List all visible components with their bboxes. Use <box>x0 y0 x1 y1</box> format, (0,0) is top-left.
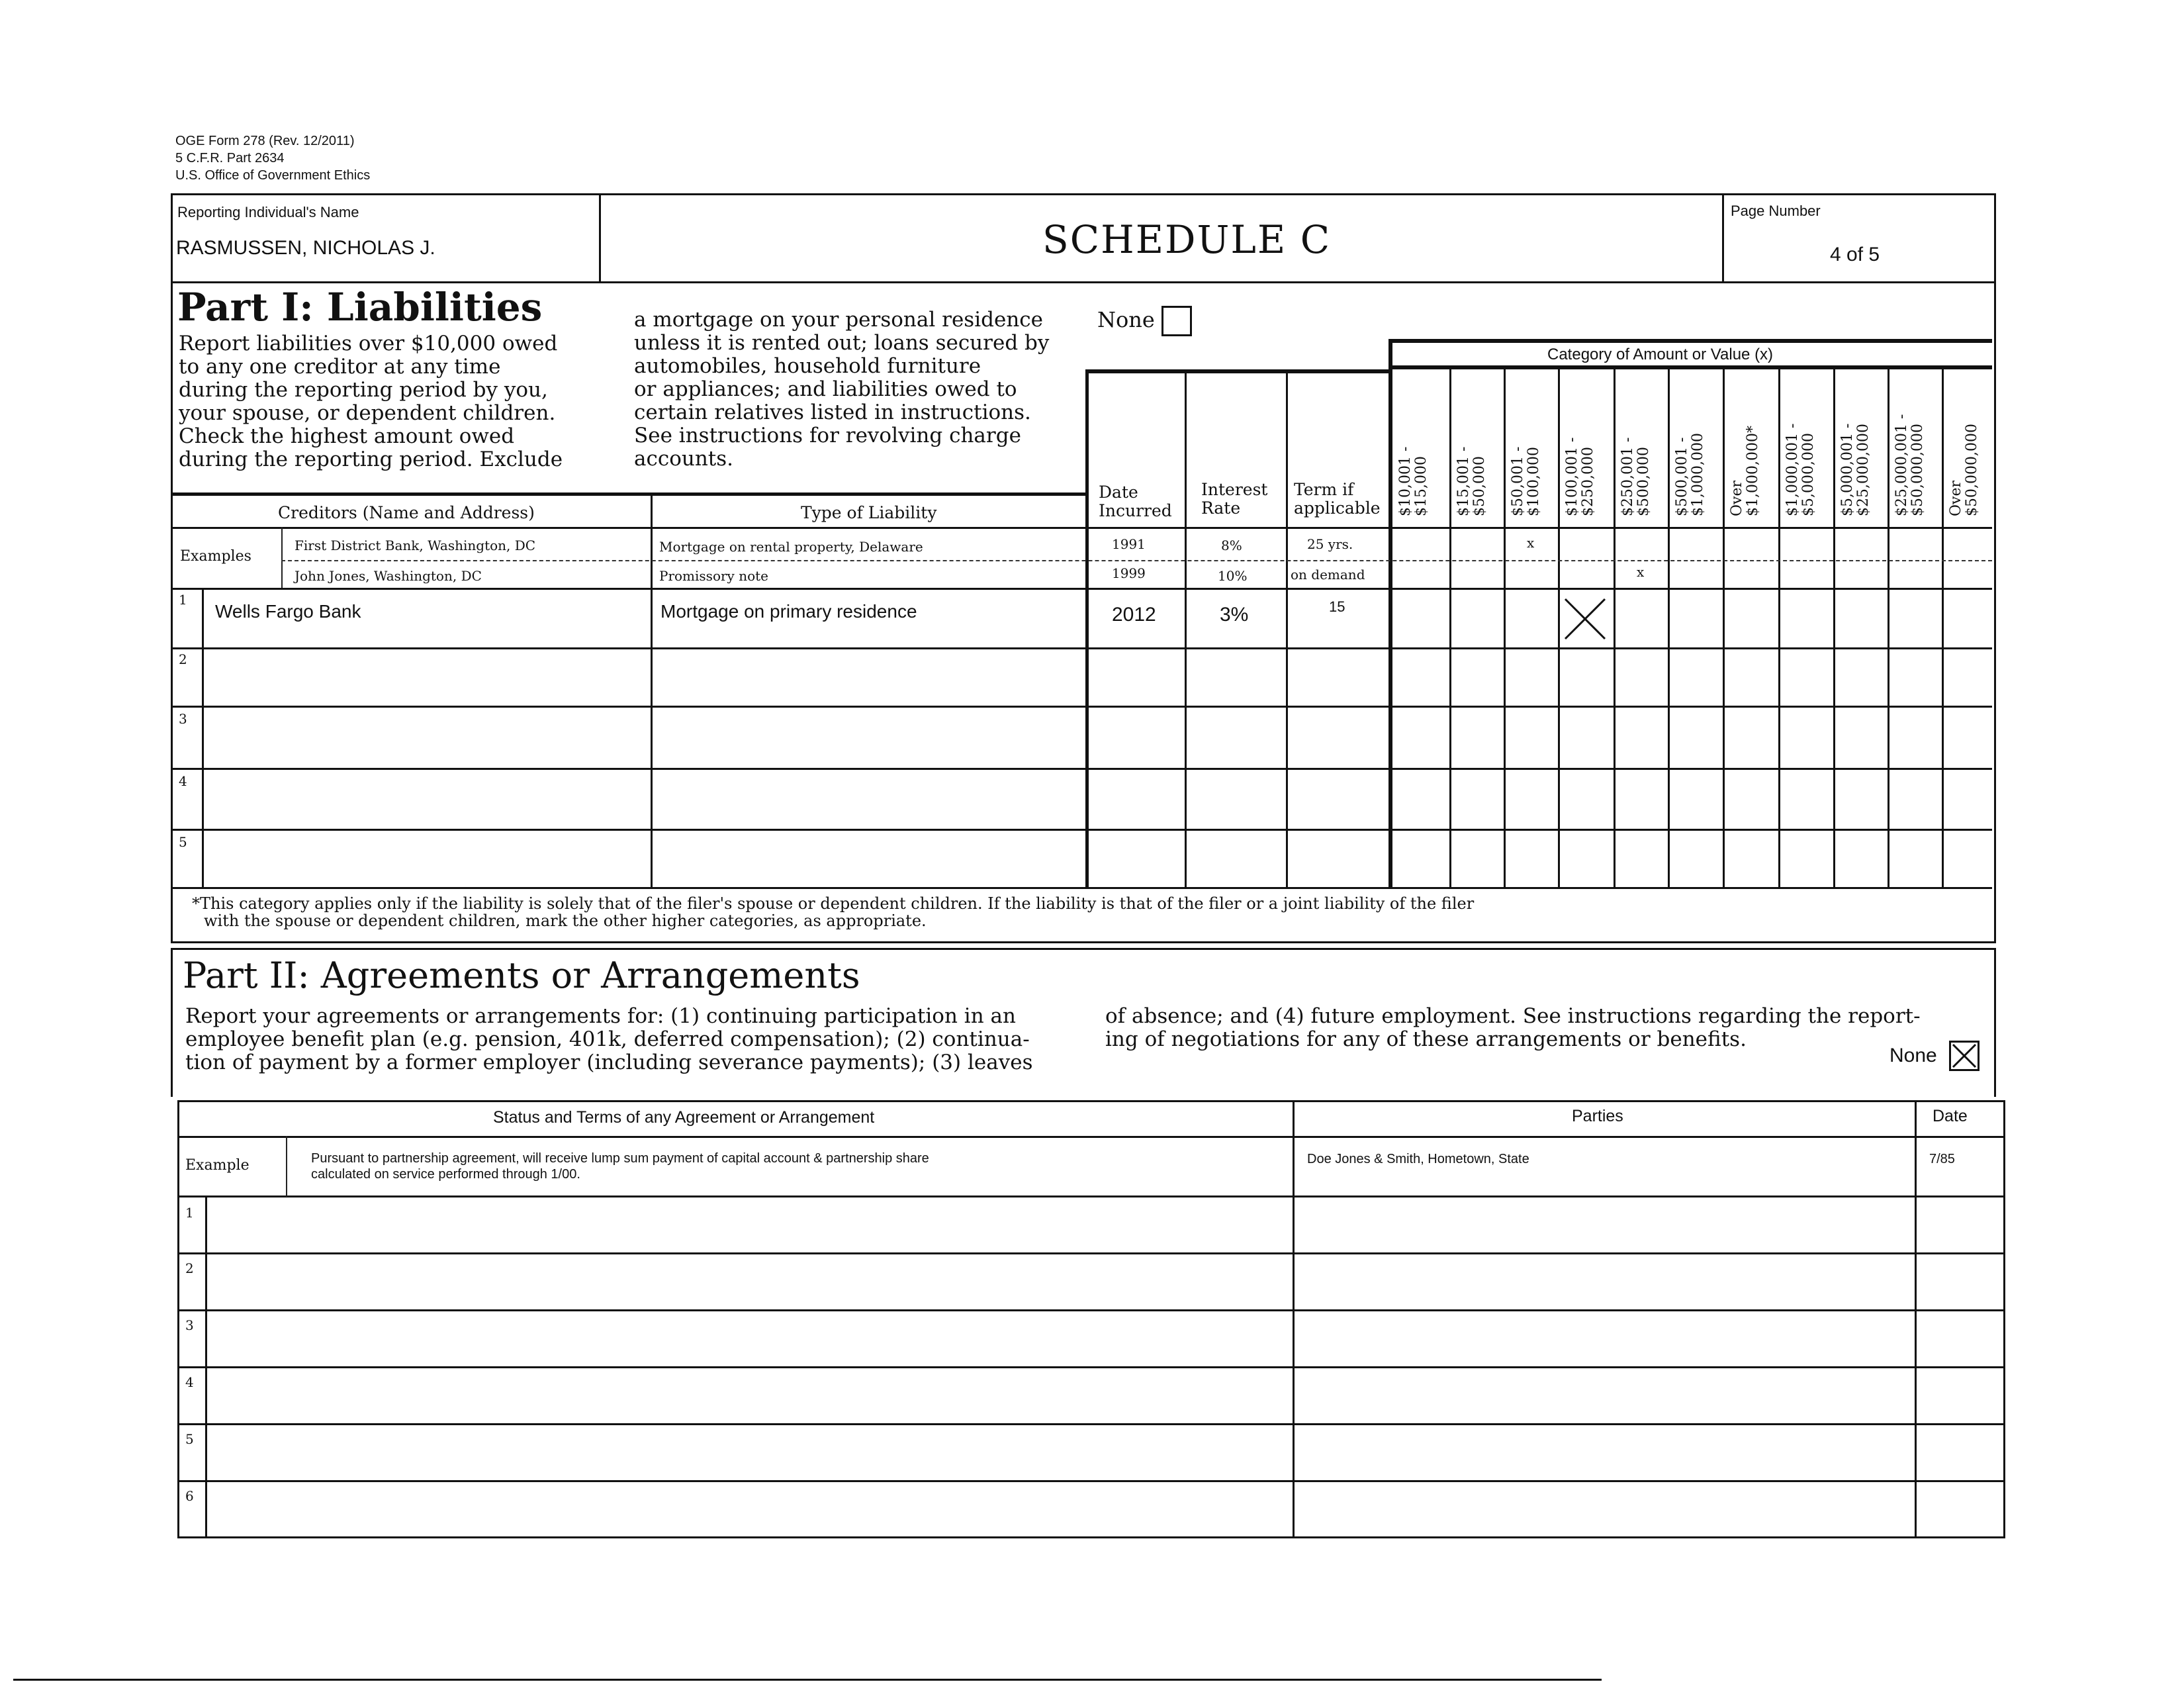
category-label-8: $5,000,001 - $25,000,000 <box>1839 423 1872 516</box>
example1-date: 1991 <box>1112 536 1146 552</box>
category-label-9: $25,000,001 - $50,000,000 <box>1893 414 1926 516</box>
col-status-terms: Status and Terms of any Agreement or Arrangement <box>493 1108 875 1127</box>
part2-description-right: of absence; and (4) future employment. See instructions regarding the report- ing of negotiations for any of these arrangements or benefits. <box>1105 1004 1921 1051</box>
row1-term[interactable]: 15 <box>1329 598 1345 615</box>
example2-creditor: John Jones, Washington, DC <box>295 568 482 584</box>
part2-none-checkbox[interactable] <box>1949 1041 1979 1071</box>
example2-type: Promissory note <box>659 568 768 584</box>
checkbox-x-icon <box>1951 1043 1978 1069</box>
agreement-row-5: 5 <box>185 1431 194 1447</box>
example2-term: on demand <box>1291 567 1365 583</box>
form-id-block <box>175 132 370 184</box>
part1-none-checkbox[interactable] <box>1161 306 1192 336</box>
part1-none-label: None <box>1097 307 1155 332</box>
agreement-row-4: 4 <box>185 1374 194 1390</box>
col-rate: Interest Rate <box>1201 480 1268 518</box>
category-label-0: $10,001 - $15,000 <box>1397 446 1430 516</box>
agreement-row-3: 3 <box>185 1317 194 1333</box>
part2-example-label: Example <box>185 1157 250 1174</box>
part2-example-date: 7/85 <box>1929 1152 1955 1166</box>
page-number-value: 4 of 5 <box>1830 244 1880 265</box>
col-agreement-date: Date <box>1933 1107 1968 1125</box>
category-label-4: $250,001 - $500,000 <box>1619 437 1652 516</box>
category-label-1: $15,001 - $50,000 <box>1455 446 1488 516</box>
office-name: U.S. Office of Government Ethics <box>175 168 371 183</box>
reporting-name: RASMUSSEN, NICHOLAS J. <box>176 237 435 259</box>
category-label-6: Over $1,000,000* <box>1729 426 1761 516</box>
row1-rate[interactable]: 3% <box>1220 604 1249 626</box>
row-number-4: 4 <box>179 773 187 789</box>
col-type: Type of Liability <box>801 503 937 522</box>
part2-example-text: Pursuant to partnership agreement, will receive lump sum payment of capital account & partnership share calculated on service performed through 1/00. <box>311 1151 929 1182</box>
agreement-row-6: 6 <box>185 1488 194 1504</box>
part1-description-left: Report liabilities over $10,000 owed to any one creditor at any time during the reporting period by you, your spouse, or dependent children. Check the highest amount owed during the reporting period. Exclude <box>179 332 563 471</box>
example2-date: 1999 <box>1112 565 1146 581</box>
part2-title: Part II: Agreements or Arrangements <box>183 955 860 996</box>
col-parties: Parties <box>1572 1107 1623 1125</box>
form-id: OGE Form 278 (Rev. 12/2011) <box>175 134 355 148</box>
agreement-row-2: 2 <box>185 1260 194 1276</box>
reporting-label: Reporting Individual's Name <box>177 204 359 220</box>
col-creditors: Creditors (Name and Address) <box>278 503 535 522</box>
cfr-citation: 5 C.F.R. Part 2634 <box>175 151 285 165</box>
examples-label: Examples <box>180 548 251 565</box>
row-number-3: 3 <box>179 711 187 727</box>
category-label-10: Over $50,000,000 <box>1948 424 1980 516</box>
example2-rate: 10% <box>1218 568 1248 584</box>
example1-creditor: First District Bank, Washington, DC <box>295 538 536 553</box>
row1-date[interactable]: 2012 <box>1112 604 1156 626</box>
page-bottom-rule <box>13 1679 1602 1681</box>
x-mark-icon <box>1562 596 1608 642</box>
example1-rate: 8% <box>1221 538 1242 553</box>
category-label-3: $100,001 - $250,000 <box>1564 437 1596 516</box>
row1-type[interactable]: Mortgage on primary residence <box>660 601 917 622</box>
schedule-title: SCHEDULE C <box>1042 217 1332 262</box>
row-number-2: 2 <box>179 651 187 667</box>
example1-type: Mortgage on rental property, Delaware <box>659 539 923 555</box>
category-label-2: $50,001 - $100,000 <box>1510 446 1542 516</box>
row-number-5: 5 <box>179 834 187 850</box>
example2-mark: x <box>1637 564 1645 580</box>
agreement-row-1: 1 <box>185 1205 194 1221</box>
example1-mark: x <box>1527 535 1535 551</box>
part1-title: Part I: Liabilities <box>177 285 543 330</box>
part1-footnote: *This category applies only if the liability is solely that of the filer's spouse or dependent children. If the liability is that of the filer or a joint liability of the filer with the spouse or dependent children, mark the other higher categories, as appropriate. <box>192 894 1475 930</box>
row1-creditor[interactable]: Wells Fargo Bank <box>215 601 361 622</box>
category-label-7: $1,000,001 - $5,000,000 <box>1784 423 1817 516</box>
category-label-5: $500,001 - $1,000,000 <box>1674 433 1706 516</box>
part1-description-right: a mortgage on your personal residence unless it is rented out; loans secured by automobiles, household furniture or appliances; and liabilities owed to certain relatives listed in instructions. See instructions for revolving charge accounts. <box>634 308 1050 471</box>
page-number-label: Page Number <box>1731 203 1821 219</box>
row-number-1: 1 <box>179 592 187 608</box>
col-date: Date Incurred <box>1099 483 1172 520</box>
part2-example-parties: Doe Jones & Smith, Hometown, State <box>1307 1152 1529 1166</box>
part2-none-label: None <box>1889 1045 1937 1066</box>
row1-category-mark[interactable] <box>1562 596 1608 642</box>
category-header: Category of Amount or Value (x) <box>1388 339 1992 369</box>
part2-description-left: Report your agreements or arrangements for: (1) continuing participation in an employee benefit plan (e.g. pension, 401k, deferred compensation); (2) continua- tion of payment by a former employer (including severance payments); (3) leaves <box>185 1004 1033 1074</box>
example1-term: 25 yrs. <box>1307 536 1353 552</box>
col-term: Term if applicable <box>1294 480 1381 518</box>
